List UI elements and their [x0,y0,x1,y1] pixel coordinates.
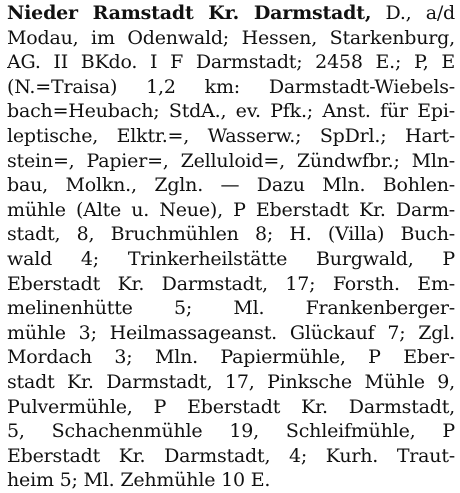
entry-line-7: stein=, Papier=, Zelluloid=, Zündwfbr.; Mln- [7,149,455,172]
entry-line-11: wald 4; Trinkerheilstätte Burgwald, P [7,247,455,270]
entry-line-17: Pulvermühle, P Eberstadt Kr. Darmstadt, [7,395,455,418]
entry-line-13: melinenhütte 5; Ml. Frankenberger- [7,297,455,320]
entry-line-14: mühle 3; Heilmassageanst. Glückauf 7; Zgl. [7,321,455,344]
entry-line-6: leptische, Elktr.=, Wasserw.; SpDrl.; Hart- [7,124,455,147]
entry-line-10: stadt, 8, Bruchmühlen 8; H. (Villa) Buch- [7,223,455,246]
entry-line-20: heim 5; Ml. Zehmühle 10 E. [7,469,271,492]
entry-line-1 [7,1,455,26]
entry-line-15: Mordach 3; Mln. Papiermühle, P Eber- [7,346,455,369]
entry-line-16: stadt Kr. Darmstadt, 17, Pinksche Mühle 9, [7,370,455,393]
entry-line-5: bach=Heubach; StdA., ev. Pfk.; Anst. für Epi- [7,100,455,123]
entry-line-9: mühle (Alte u. Neue), P Eberstadt Kr. Darm- [7,198,455,221]
entry-headword: Nieder Ramstadt Kr. Darmstadt, [7,2,372,24]
entry-line-12: Eberstadt Kr. Darmstadt, 17; Forsth. Em- [7,272,455,295]
entry-line-18: 5, Schachenmühle 19, Schleifmühle, P [7,420,455,443]
entry-line-8: bau, Molkn., Zgln. — Dazu Mln. Bohlen- [7,174,455,197]
entry-line-4: (N.=Traisa) 1,2 km: Darmstadt-Wiebels- [7,75,455,98]
entry-line-3: AG. II BKdo. I F Darmstadt; 2458 E.; P, E [7,51,455,74]
entry-line-2: Modau, im Odenwald; Hessen, Starkenburg, [7,26,455,49]
entry-line-1-text: D., a/d [385,2,455,24]
entry-line-19: Eberstadt Kr. Darmstadt, 4; Kurh. Traut- [7,444,455,467]
